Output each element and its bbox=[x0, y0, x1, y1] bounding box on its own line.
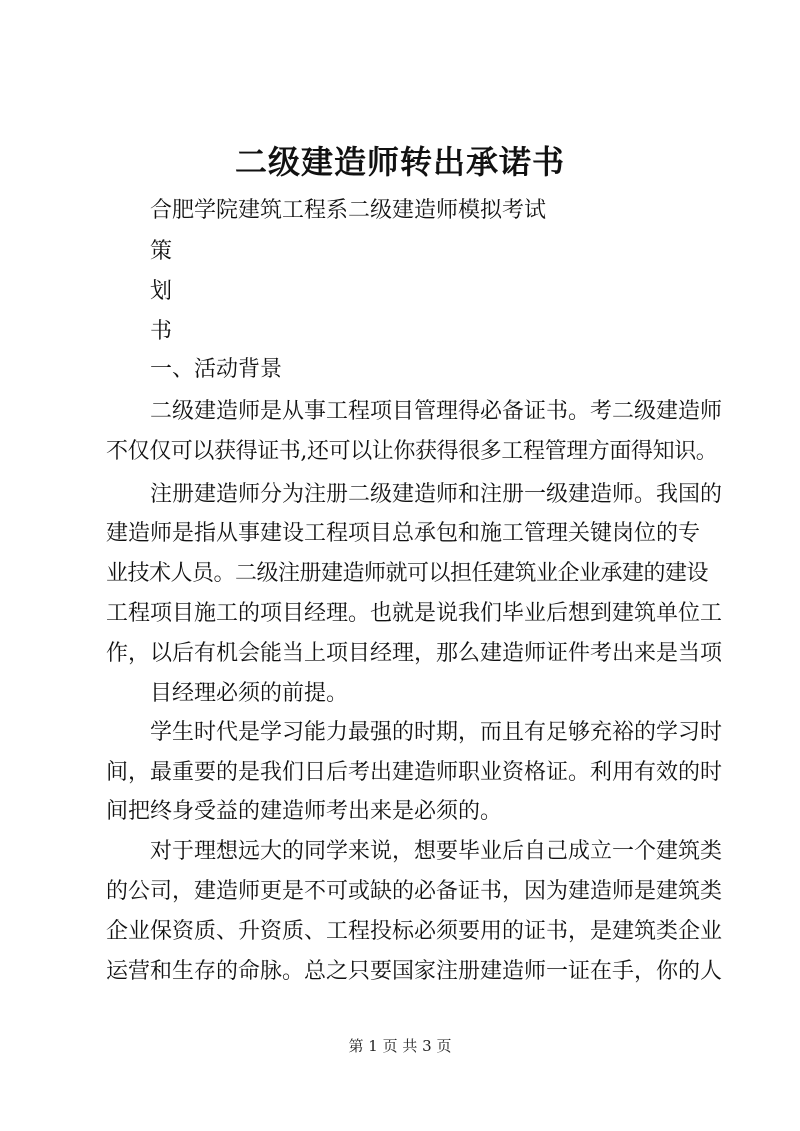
paragraph-line: 的公司，建造师更是不可或缺的必备证书，因为建造师是建筑类 bbox=[106, 879, 723, 904]
paragraph-line: 建造师是指从事建设工程项目总承包和施工管理关键岗位的专 bbox=[106, 521, 701, 546]
vertical-char: 策 bbox=[150, 239, 173, 264]
vertical-char: 书 bbox=[150, 319, 173, 344]
paragraph-line: 目经理必须的前提。 bbox=[150, 681, 349, 706]
paragraph-line: 二级建造师是从事工程项目管理得必备证书。考二级建造师 bbox=[150, 399, 723, 424]
paragraph-line: 间把终身受益的建造师考出来是必须的。 bbox=[106, 799, 503, 824]
paragraph-line: 工程项目施工的项目经理。也就是说我们毕业后想到建筑单位工 bbox=[106, 601, 723, 626]
paragraph-line: 业技术人员。二级注册建造师就可以担任建筑业企业承建的建设 bbox=[106, 561, 709, 586]
page-number: 第 1 页 共 3 页 bbox=[348, 1037, 452, 1055]
section-heading: 一、活动背景 bbox=[150, 357, 283, 382]
paragraph-line: 不仅仅可以获得证书,还可以让你获得很多工程管理方面得知识。 bbox=[106, 439, 718, 464]
paragraph-line: 对于理想远大的同学来说，想要毕业后自己成立一个建筑类 bbox=[150, 839, 723, 864]
paragraph-line: 企业保资质、升资质、工程投标必须要用的证书，是建筑类企业 bbox=[106, 919, 723, 944]
paragraph-line: 间，最重要的是我们日后考出建造师职业资格证。利用有效的时 bbox=[106, 760, 723, 785]
vertical-char: 划 bbox=[150, 279, 173, 304]
paragraph-line: 作，以后有机会能当上项目经理，那么建造师证件考出来是当项 bbox=[106, 641, 723, 666]
paragraph-line: 学生时代是学习能力最强的时期，而且有足够充裕的学习时 bbox=[150, 720, 723, 745]
paragraph-line: 注册建造师分为注册二级建造师和注册一级建造师。我国的 bbox=[150, 482, 723, 507]
subtitle: 合肥学院建筑工程系二级建造师模拟考试 bbox=[150, 198, 547, 223]
paragraph-line: 运营和生存的命脉。总之只要国家注册建造师一证在手，你的人 bbox=[106, 959, 723, 984]
document-title: 二级建造师转出承诺书 bbox=[234, 143, 565, 181]
